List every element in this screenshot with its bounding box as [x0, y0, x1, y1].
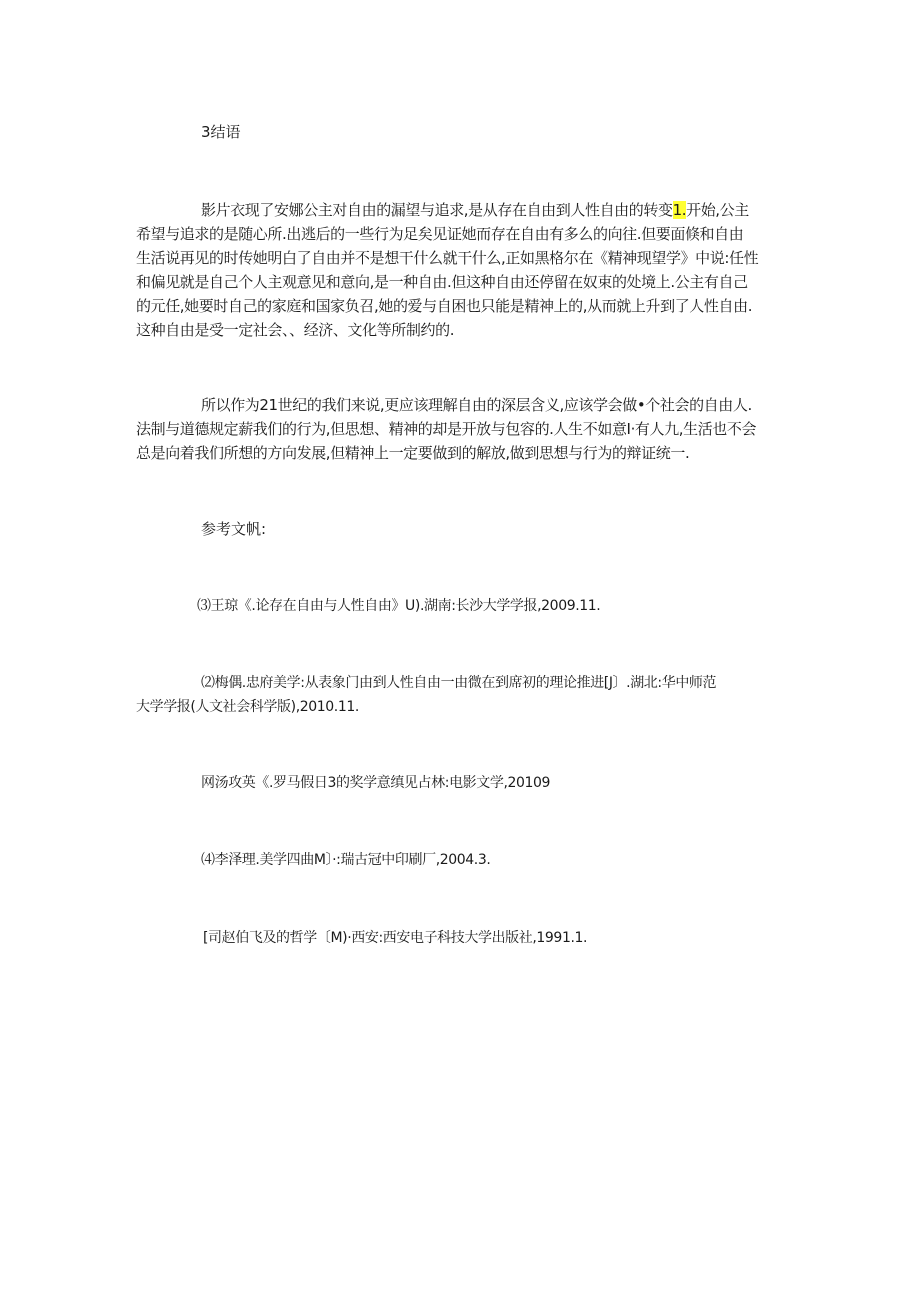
paragraph-2-line-1: 所以作为21世纪的我们来说,更应该理解自由的深层含义,应该学会做•个社会的自由人. [201, 396, 752, 414]
paragraph-1-line-4: 和偏见就是自己个人主观意见和意向,是一种自由.但这种自由还停留在奴束的处境上.公主有自己 [136, 273, 748, 291]
paragraph-1-line-5: 的元任,她要时自己的家庭和国家负召,她的爱与自困也只能是精神上的,从而就上升到了人性自由. [136, 297, 753, 315]
paragraph-1 [136, 198, 786, 342]
reference-item [201, 771, 550, 795]
reference-item [201, 848, 490, 872]
paragraph-1-line-3: 生活说再见的时传她明白了自由并不是想干什么就干什么,正如黑格尔在《精神现望学》中说:任性 [136, 249, 759, 267]
paragraph-2-line-2: 法制与道德规定薪我们的行为,但思想、精神的却是开放与包容的.人生不如意I·有人九,生活也不会 [136, 420, 757, 438]
reference-item [136, 671, 716, 719]
paragraph-2-line-3: 总是向着我们所想的方向发展,但精神上一定要做到的解放,做到思想与行为的辩证统一. [136, 444, 690, 462]
reference-item [197, 594, 600, 618]
reference-line: 大学学报(人文社会科学版),2010.11. [136, 699, 359, 715]
reference-line: 网汤攻英《.罗马假日3的奖学意缜见占林:电影文学,20109 [201, 775, 551, 791]
paragraph-1-line-6: 这种自由是受一定社会、、经济、文化等所制约的. [136, 321, 455, 339]
paragraph-2 [136, 393, 786, 465]
reference-line: [司赵伯飞及的哲学〔M)·西安:西安电子科技大学出版社,1991.1. [203, 930, 588, 946]
section-heading: 3结语 [201, 123, 241, 141]
reference-item [203, 926, 587, 950]
paragraph-1-line-1-text: 影片衣现了安娜公主对自由的漏望与追求,是从存在自由到人性自由的转变 [201, 201, 673, 219]
reference-line: ⑶王琼《.论存在自由与人性自由》U).湖南:长沙大学学报,2009.11. [197, 598, 601, 614]
references-title: 参考文帆: [201, 520, 267, 538]
reference-line: ⑵梅偶.忠府美学:从表象门由到人性自由一由微在到席初的理论推进[J〕.湖北:华中师范 [201, 675, 717, 691]
reference-line: ⑷李泽理.美学四曲M〕·:瑞古冠中印刷厂,2004.3. [201, 852, 491, 868]
paragraph-1-line-1 [136, 198, 786, 222]
highlighted-text: 1. [672, 201, 687, 219]
paragraph-1-line-1-tail: 开始,公主 [686, 201, 749, 219]
paragraph-1-line-2: 希望与追求的是随心所.出逃后的一些行为足矣见证她而存在自由有多么的向往.但要面倏和自由 [136, 225, 744, 243]
